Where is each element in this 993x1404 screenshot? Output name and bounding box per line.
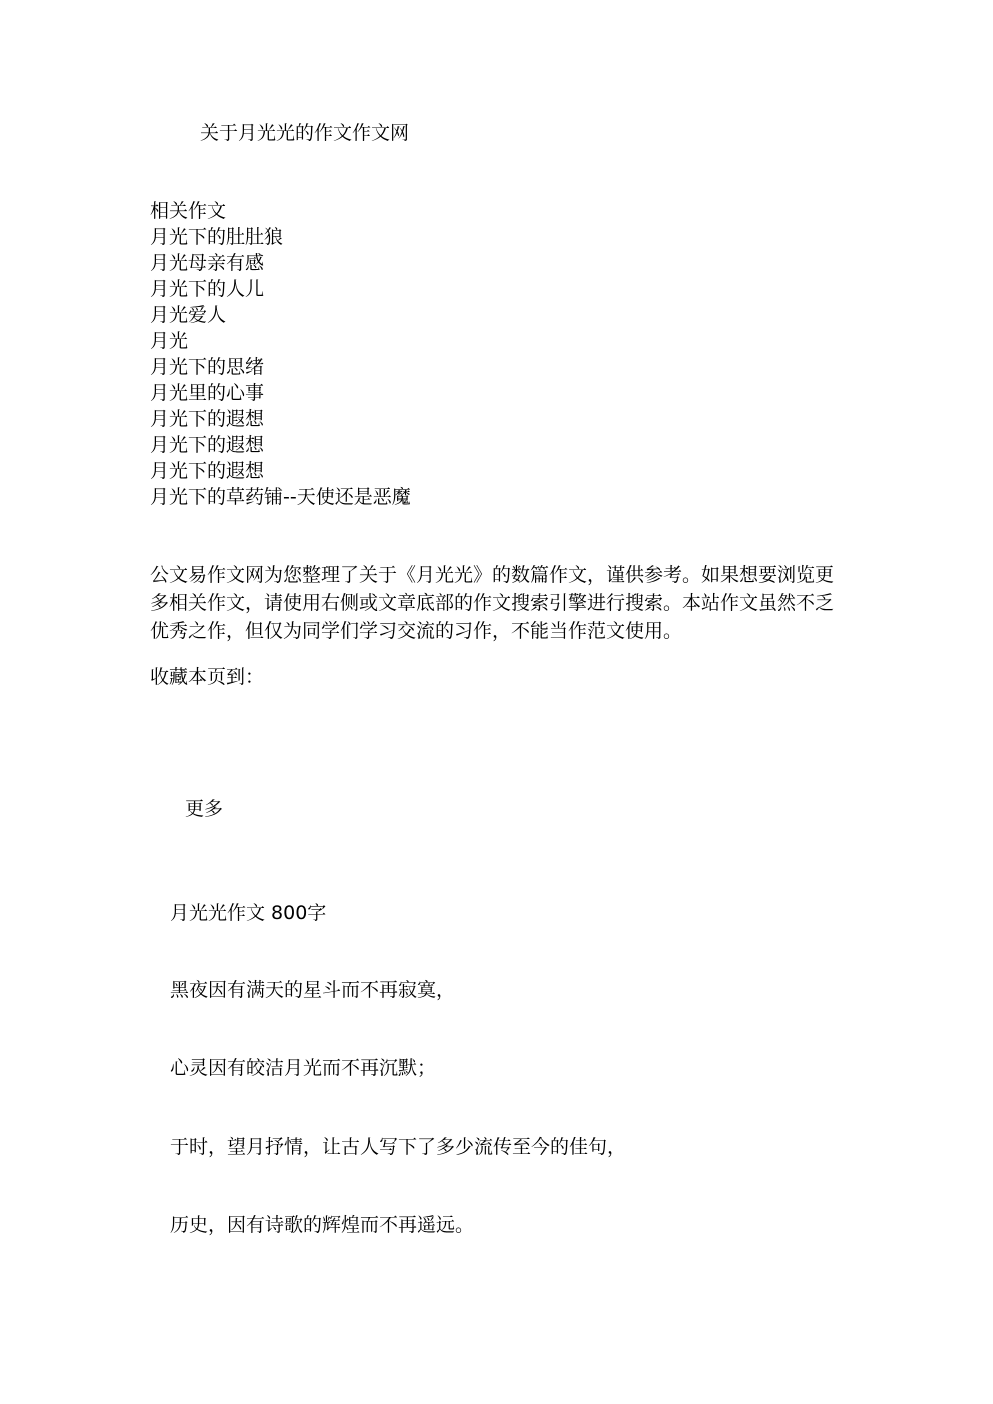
related-essay-link[interactable]: 月光下的人儿 [150, 278, 265, 300]
related-essay-link[interactable]: 月光下的遐想 [150, 408, 265, 430]
essay-title: 月光光作文 800字 [170, 902, 327, 924]
bookmark-label: 收藏本页到： [150, 666, 265, 688]
related-essay-link[interactable]: 月光里的心事 [150, 382, 265, 404]
page-title: 关于月光光的作文作文网 [200, 122, 410, 144]
essay-line: 黑夜因有满天的星斗而不再寂寞， [170, 979, 456, 1001]
essay-line: 历史，因有诗歌的辉煌而不再遥远。 [170, 1214, 475, 1236]
related-essay-link[interactable]: 月光下的肚肚狼 [150, 226, 284, 248]
related-essays-list [150, 198, 411, 510]
related-essay-link[interactable]: 月光母亲有感 [150, 252, 265, 274]
intro-paragraph: 公文易作文网为您整理了关于《月光光》的数篇作文，谨供参考。如果想要浏览更多相关作文，请使用右侧或文章底部的作文搜索引擎进行搜索。本站作文虽然不乏优秀之作，但仅为同学们学习交流的习作，不能当作范文使用。 [150, 564, 835, 642]
related-essay-link[interactable]: 月光 [150, 330, 189, 352]
essay-line: 心灵因有皎洁月光而不再沉默； [170, 1057, 437, 1079]
related-essay-link[interactable]: 月光爱人 [150, 304, 227, 326]
related-essay-link[interactable]: 月光下的遐想 [150, 434, 265, 456]
related-essay-link[interactable]: 月光下的遐想 [150, 460, 265, 482]
related-essay-link[interactable]: 月光下的思绪 [150, 356, 265, 378]
essay-line: 于时，望月抒情，让古人写下了多少流传至今的佳句， [170, 1136, 627, 1158]
related-essay-link[interactable]: 月光下的草药铺--天使还是恶魔 [150, 486, 411, 508]
more-link[interactable]: 更多 [185, 798, 224, 820]
related-essays-heading: 相关作文 [150, 200, 227, 222]
